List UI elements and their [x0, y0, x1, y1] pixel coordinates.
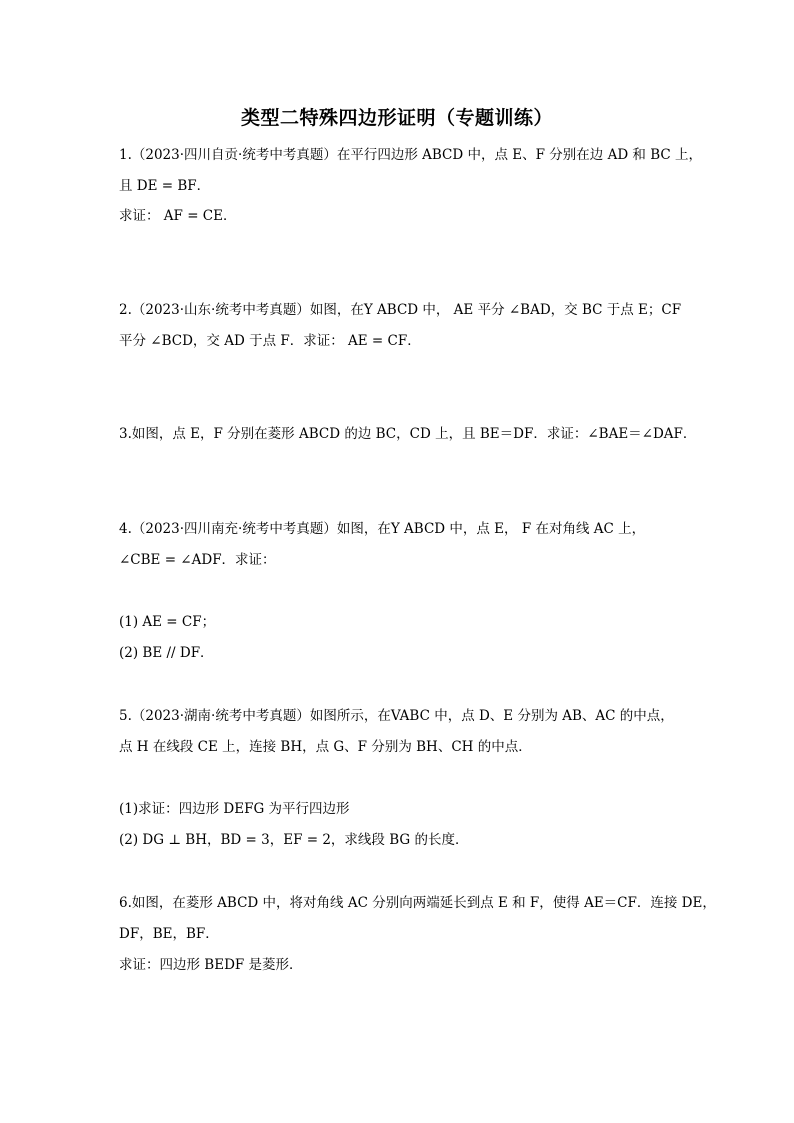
problem-1-line-2: 且 DE = BF．	[119, 178, 211, 194]
page-title: 类型二特殊四边形证明（专题训练）	[240, 107, 553, 129]
problem-5-part-1: (1)求证：四边形 DEFG 为平行四边形	[119, 801, 350, 817]
problem-4-line-2: ∠CBE = ∠ADF．求证：	[119, 552, 276, 568]
problem-5-line-2: 点 H 在线段 CE 上，连接 BH，点 G、F 分别为 BH、CH 的中点．	[119, 739, 532, 755]
problem-5-line-1: 5.（2023·湖南·统考中考真题）如图所示，在VABC 中，点 D、E 分别为 AB、AC 的中点，	[119, 708, 674, 724]
problem-2-line-2: 平分 ∠BCD，交 AD 于点 F．求证： AE = CF．	[119, 333, 421, 349]
problem-5-part-2: (2) DG ⊥ BH，BD = 3，EF = 2，求线段 BG 的长度．	[119, 832, 469, 848]
problem-3-line-1: 3.如图，点 E，F 分别在菱形 ABCD 的边 BC，CD 上，且 BE＝DF．求证：∠BAE＝∠DAF．	[119, 426, 697, 442]
problem-6-line-3: 求证：四边形 BEDF 是菱形．	[119, 957, 303, 973]
problem-4-line-1: 4.（2023·四川南充·统考中考真题）如图，在Y ABCD 中，点 E， F 在对角线 AC 上，	[119, 521, 646, 537]
problem-6-line-2: DF，BE，BF．	[119, 926, 219, 942]
problem-1-line-3: 求证： AF = CE．	[119, 208, 237, 224]
problem-6-line-1: 6.如图，在菱形 ABCD 中，将对角线 AC 分别向两端延长到点 E 和 F，使得 AE＝CF．连接 DE，	[119, 895, 716, 911]
problem-1-line-1: 1.（2023·四川自贡·统考中考真题）在平行四边形 ABCD 中，点 E、F 分别在边 AD 和 BC 上，	[119, 147, 703, 163]
problem-2-line-1: 2.（2023·山东·统考中考真题）如图，在Y ABCD 中， AE 平分 ∠BAD，交 BC 于点 E；CF	[119, 302, 682, 318]
problem-4-part-2: (2) BE // DF．	[119, 645, 214, 661]
problem-4-part-1: (1) AE = CF；	[119, 614, 216, 630]
